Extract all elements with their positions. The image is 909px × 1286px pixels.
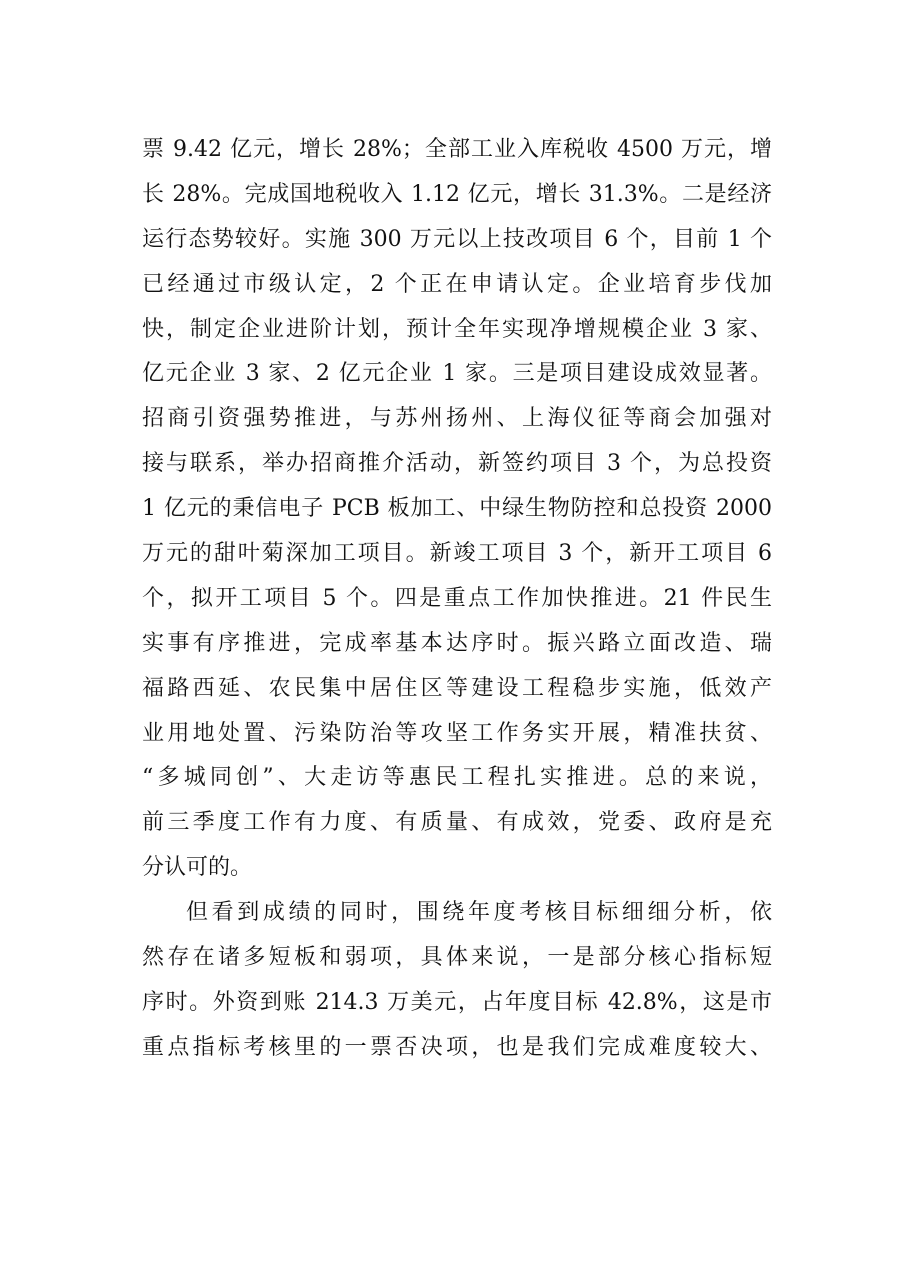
text-line: 已经通过市级认定，2 个正在申请认定。企业培育步伐加 xyxy=(142,271,772,297)
text-line: 亿元企业 3 家、2 亿元企业 1 家。三是项目建设成效显著。 xyxy=(142,361,772,387)
text-line: 业用地处置、污染防治等攻坚工作务实开展，精准扶贫、 xyxy=(142,720,772,746)
text-line: 前三季度工作有力度、有质量、有成效，党委、政府是充 xyxy=(142,810,772,836)
text-line: 万元的甜叶菊深加工项目。新竣工项目 3 个，新开工项目 6 xyxy=(142,541,772,567)
text-line: “多城同创”、大走访等惠民工程扎实推进。总的来说， xyxy=(142,765,772,791)
text-line: 实事有序推进，完成率基本达序时。振兴路立面改造、瑞 xyxy=(142,630,772,656)
text-line: 福路西延、农民集中居住区等建设工程稳步实施，低效产 xyxy=(142,675,772,701)
text-line: 票 9.42 亿元，增长 28%；全部工业入库税收 4500 万元，增 xyxy=(142,137,772,162)
text-line: 序时。外资到账 214.3 万美元，占年度目标 42.8%，这是市 xyxy=(142,989,772,1015)
paragraph-2 xyxy=(142,891,772,1071)
text-line: 快，制定企业进阶计划，预计全年实现净增规模企业 3 家、 xyxy=(142,316,772,342)
document-body xyxy=(142,128,772,1071)
text-line: 分认可的。 xyxy=(142,855,253,881)
text-line: 1 亿元的秉信电子 PCB 板加工、中绿生物防控和总投资 2000 xyxy=(142,496,772,522)
text-line: 招商引资强势推进，与苏州扬州、上海仪征等商会加强对 xyxy=(142,406,772,432)
paragraph-1 xyxy=(142,128,772,891)
text-line: 但看到成绩的同时，围绕年度考核目标细细分析，依 xyxy=(186,900,772,926)
text-line: 长 28%。完成国地税收入 1.12 亿元，增长 31.3%。二是经济 xyxy=(142,181,772,207)
text-line: 个，拟开工项目 5 个。四是重点工作加快推进。21 件民生 xyxy=(142,585,772,611)
text-line: 重点指标考核里的一票否决项，也是我们完成难度较大、 xyxy=(142,1034,772,1060)
text-line: 接与联系，举办招商推介活动，新签约项目 3 个，为总投资 xyxy=(142,451,772,477)
text-line: 运行态势较好。实施 300 万元以上技改项目 6 个，目前 1 个 xyxy=(142,226,772,252)
text-line: 然存在诸多短板和弱项，具体来说，一是部分核心指标短 xyxy=(142,945,772,971)
